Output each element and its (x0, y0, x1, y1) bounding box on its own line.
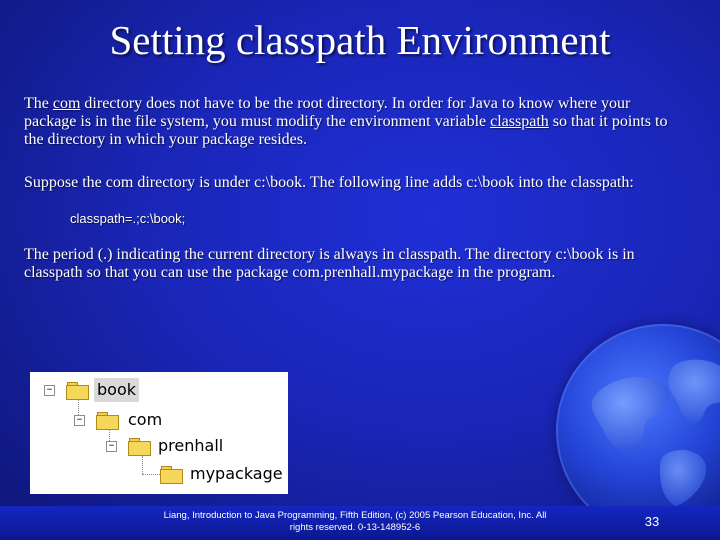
tree-connector (142, 456, 143, 474)
tree-node-label: book (94, 378, 139, 402)
tree-node-label: com (128, 410, 163, 429)
p1-text-b: directory does not have to be the root directory. In order for Java to know where your package is in the file system, you must modify the environment variable (24, 95, 631, 130)
p1-classpath-word: classpath (490, 113, 549, 130)
copyright-footer (140, 510, 570, 534)
folder-icon (96, 412, 118, 429)
paragraph-root-directory (24, 95, 686, 149)
p1-text-a: The (24, 95, 53, 112)
tree-node-label: prenhall (158, 436, 224, 455)
collapse-icon[interactable]: − (106, 441, 117, 452)
folder-icon (128, 438, 150, 455)
slide-title: Setting classpath Environment (109, 17, 611, 63)
paragraph-period: The period (.) indicating the current directory is always in classpath. The directory c:\book is in classpath so that you can use the package com.prenhall.mypackage in the program. (24, 246, 635, 281)
paragraph-suppose: Suppose the com directory is under c:\book. The following line adds c:\book into the classpath: (24, 174, 634, 191)
folder-tree-panel (30, 372, 288, 494)
folder-icon (66, 382, 88, 399)
p1-com-word: com (52, 95, 81, 112)
classpath-code-line: classpath=.;c:\book; (70, 211, 186, 226)
page-number: 33 (644, 514, 660, 529)
p1-text-c: so that it points to the directory in which your package resides. (24, 113, 668, 148)
tree-connector (142, 474, 160, 475)
collapse-icon[interactable]: − (44, 385, 55, 396)
folder-icon (160, 466, 182, 483)
tree-node-label: mypackage (190, 464, 283, 483)
footer-line-1: Liang, Introduction to Java Programming, Fifth Edition, (c) 2005 Pearson Education, Inc. All (163, 510, 547, 521)
footer-line-2: rights reserved. 0-13-148952-6 (289, 522, 421, 533)
collapse-icon[interactable]: − (74, 415, 85, 426)
